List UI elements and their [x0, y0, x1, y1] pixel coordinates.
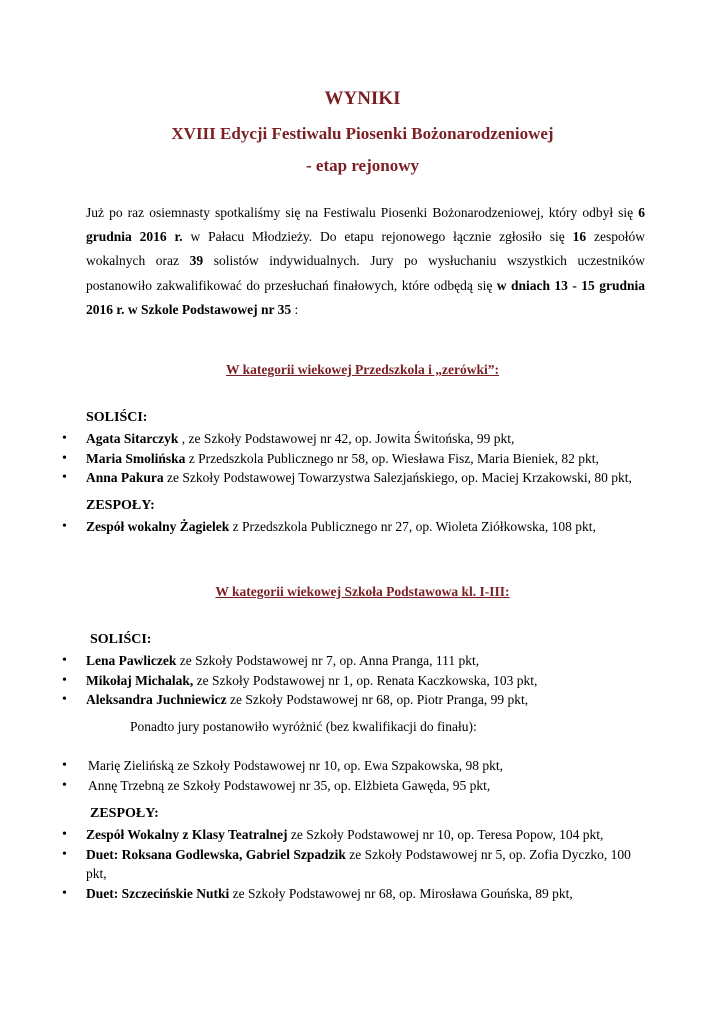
list-item: [62, 671, 682, 691]
group-details: z Przedszkola Publicznego nr 27, op. Wioleta Ziółkowska, 108 pkt,: [229, 519, 596, 534]
soloist-details: , ze Szkoły Podstawowej nr 42, op. Jowita Świtońska, 99 pkt,: [178, 431, 515, 446]
intro-text-5: :: [291, 301, 299, 317]
soloist-details: ze Szkoły Podstawowej nr 68, op. Piotr Pranga, 99 pkt,: [226, 692, 529, 707]
soloist-details: z Przedszkola Publicznego nr 58, op. Wiesława Fisz, Maria Bieniek, 82 pkt,: [185, 450, 599, 466]
category-2-groups-list: [62, 825, 652, 903]
group-details: ze Szkoły Podstawowej nr 10, op. Teresa Popow, 104 pkt,: [287, 827, 604, 842]
intro-date: 6 grudnia 2016 r.: [86, 205, 645, 245]
list-item: [62, 449, 682, 469]
soloist-name: Mikołaj Michalak,: [86, 672, 194, 688]
document-subtitle: XVIII Edycji Festiwalu Piosenki Bożonarodzeniowej: [171, 124, 554, 143]
group-details: ze Szkoły Podstawowej nr 68, op. Mirosława Gouńska, 89 pkt,: [229, 885, 573, 901]
intro-paragraph: [86, 201, 645, 322]
soloist-details: ze Szkoły Podstawowej nr 7, op. Anna Pranga, 111 pkt,: [176, 653, 480, 668]
soloist-name: Agata Sitarczyk: [86, 431, 179, 446]
list-item: [62, 776, 682, 796]
soloist-name: Lena Pawliczek: [86, 653, 177, 668]
group-name: Duet: Roksana Godlewska, Gabriel Szpadzik: [86, 846, 346, 862]
category-1-soloists-list: [62, 429, 682, 488]
distinction-entry: Annę Trzebną ze Szkoły Podstawowej nr 35, op. Elżbieta Gawęda, 95 pkt,: [88, 777, 491, 793]
distinctions-list: [62, 756, 682, 795]
soloist-details: ze Szkoły Podstawowej nr 1, op. Renata Kaczkowska, 103 pkt,: [193, 672, 538, 688]
category-1-heading: W kategorii wiekowej Przedszkola i „zerówki”:: [225, 362, 500, 377]
document-subtitle-stage: - etap rejonowy: [306, 156, 419, 175]
document-title: WYNIKI: [324, 88, 401, 109]
category-1-groups-label: ZESPOŁY:: [86, 498, 155, 513]
list-item: [62, 825, 652, 845]
group-name: Zespół Wokalny z Klasy Teatralnej: [86, 827, 288, 842]
intro-text-2: w Pałacu Młodzieży. Do etapu rejonowego łącznie zgłosiło się: [182, 229, 573, 245]
category-2-soloists-label: SOLIŚCI:: [90, 632, 152, 647]
intro-text-4: solistów indywidualnych. Jury po wysłuchaniu wszystkich uczestników postanowiło zakwalifikować do przesłuchań finałowych, które odbędą się: [86, 253, 645, 293]
intro-final-info: w dniach 13 - 15 grudnia 2016 r. w Szkole Podstawowej nr 35: [86, 277, 645, 317]
list-item: [62, 651, 682, 671]
distinction-intro: Ponadto jury postanowiło wyróżnić (bez kwalifikacji do finału):: [130, 719, 477, 734]
distinction-entry: Marię Zielińską ze Szkoły Podstawowej nr 10, op. Ewa Szpakowska, 98 pkt,: [88, 758, 504, 773]
list-item: [62, 429, 682, 449]
intro-text-3: zespołów wokalnych oraz: [86, 229, 645, 269]
soloist-details: ze Szkoły Podstawowej Towarzystwa Salezjańskiego, op. Maciej Krzakowski, 80 pkt,: [163, 470, 632, 485]
list-item: [62, 845, 652, 884]
list-item: [62, 884, 652, 904]
group-details: ze Szkoły Podstawowej nr 5, op. Zofia Dyczko, 100 pkt,: [86, 846, 631, 881]
category-1-groups-list: [62, 517, 682, 537]
list-item: [62, 468, 682, 488]
list-item: [62, 756, 682, 776]
intro-soloist-count: 39: [189, 253, 204, 269]
category-2-heading: W kategorii wiekowej Szkoła Podstawowa kl. I-III:: [215, 584, 510, 599]
list-item: [62, 690, 682, 710]
category-2-groups-label: ZESPOŁY:: [90, 806, 159, 821]
soloist-name: Maria Smolińska: [86, 450, 186, 466]
intro-text-1: Już po raz osiemnasty spotkaliśmy się na Festiwalu Piosenki Bożonarodzeniowej, który odbył się: [86, 205, 639, 220]
category-1-soloists-label: SOLIŚCI:: [86, 410, 148, 425]
soloist-name: Aleksandra Juchniewicz: [86, 692, 227, 707]
list-item: [62, 517, 682, 537]
category-2-soloists-list: [62, 651, 682, 710]
group-name: Duet: Szczecińskie Nutki: [86, 885, 230, 901]
group-name: Zespół wokalny Żagielek: [86, 519, 230, 534]
soloist-name: Anna Pakura: [86, 470, 164, 485]
intro-group-count: 16: [572, 229, 587, 245]
